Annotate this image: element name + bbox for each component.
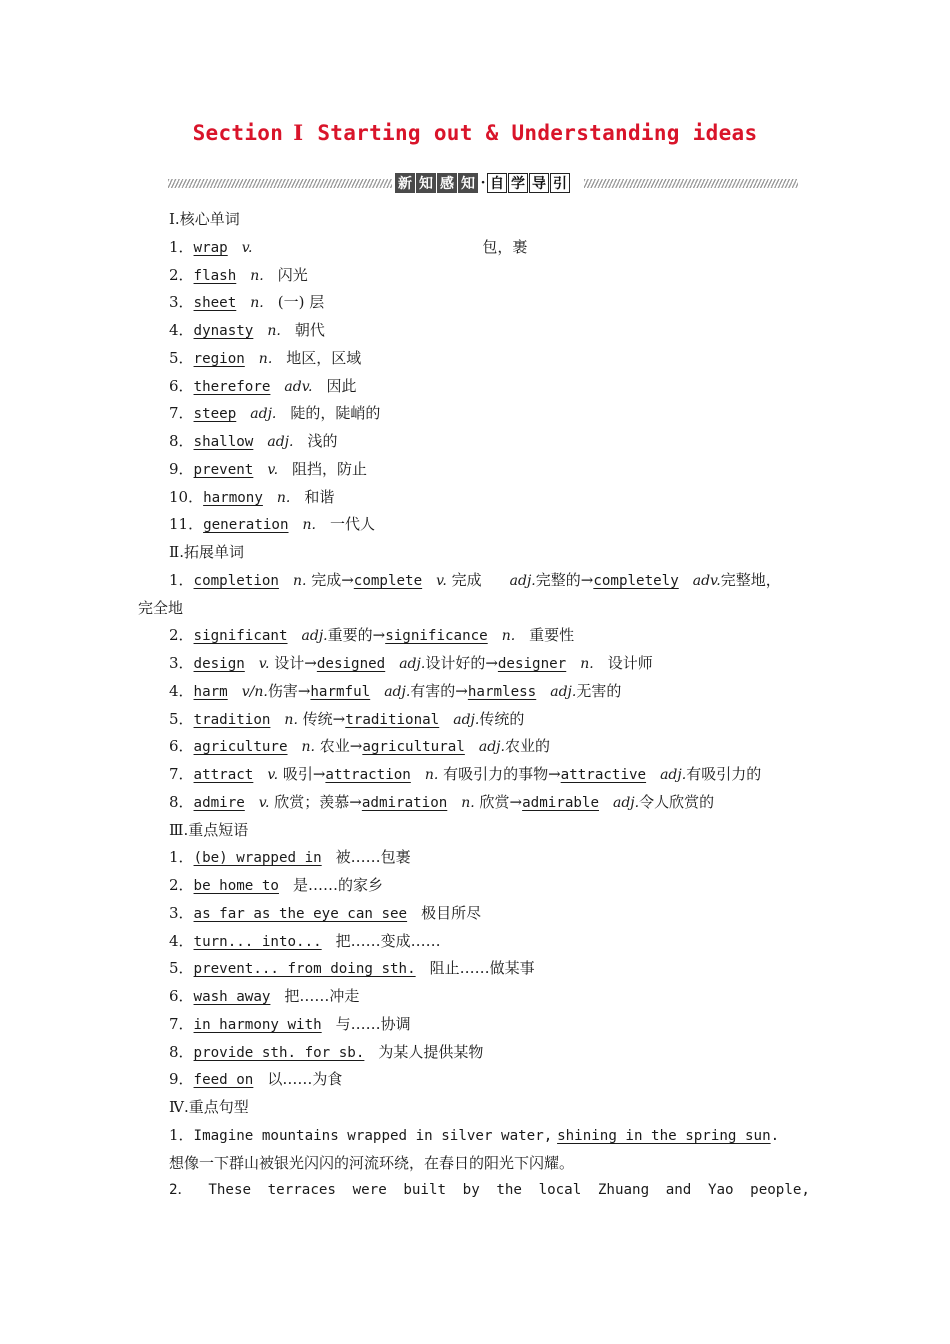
part-of-speech: n. bbox=[267, 323, 281, 339]
part-of-speech: adj. bbox=[267, 434, 294, 450]
phrase-row bbox=[138, 983, 814, 1011]
sentence-word: 2． bbox=[169, 1182, 192, 1199]
meaning: 传统→ bbox=[302, 709, 346, 728]
banner-char: 自 bbox=[487, 173, 507, 193]
meaning: 有吸引力的事物→ bbox=[443, 765, 561, 783]
phrase-row bbox=[138, 955, 814, 983]
core-word-row bbox=[138, 428, 814, 456]
key-phrases-list bbox=[138, 844, 814, 1094]
meaning: 完整的→ bbox=[535, 570, 594, 589]
extended-word-row bbox=[138, 706, 814, 734]
answer-word: agriculture bbox=[193, 739, 288, 756]
meaning: 被……包裹 bbox=[335, 848, 411, 867]
answer-word: significant bbox=[193, 628, 288, 645]
meaning: 和谐 bbox=[304, 487, 335, 506]
part-of-speech: v. bbox=[258, 794, 270, 811]
meaning: 阻挡，防止 bbox=[292, 459, 368, 478]
part-of-speech: n. bbox=[424, 767, 439, 783]
answer-word: harmony bbox=[203, 489, 263, 506]
meaning: 设计→ bbox=[274, 654, 317, 672]
meaning: 令人欣赏的 bbox=[639, 792, 715, 811]
part-of-speech: adv. bbox=[692, 572, 721, 589]
part-of-speech: adj. bbox=[250, 406, 277, 423]
answer-word: harmful bbox=[310, 683, 371, 700]
item-number: 1． bbox=[169, 848, 194, 867]
item-number: 8． bbox=[169, 792, 194, 811]
part-of-speech: n. bbox=[250, 267, 264, 284]
answer-word: admire bbox=[193, 794, 245, 811]
banner-badge bbox=[395, 172, 571, 194]
meaning: 与……协调 bbox=[335, 1014, 411, 1033]
part-of-speech: n. bbox=[302, 517, 316, 534]
part-of-speech: v. bbox=[258, 656, 270, 672]
item-number: 5． bbox=[169, 348, 194, 367]
item-number: 9． bbox=[169, 1070, 194, 1089]
part-of-speech: v. bbox=[241, 239, 253, 256]
meaning: 朝代 bbox=[294, 321, 325, 339]
meaning: 包，裹 bbox=[482, 237, 528, 256]
item-number: 8． bbox=[169, 432, 194, 450]
core-word-row bbox=[138, 511, 814, 539]
answer-word: designer bbox=[497, 656, 567, 672]
meaning: 以……为食 bbox=[267, 1070, 343, 1089]
part-of-speech: adj. bbox=[612, 794, 640, 811]
key-sentence bbox=[138, 1177, 814, 1205]
answer-word: generation bbox=[203, 517, 289, 534]
item-number: 6． bbox=[169, 987, 194, 1005]
meaning: 设计师 bbox=[607, 654, 653, 672]
meaning: 欣赏→ bbox=[479, 792, 523, 811]
core-word-row bbox=[138, 456, 814, 484]
meaning: 重要性 bbox=[529, 626, 575, 645]
section-banner bbox=[168, 172, 798, 194]
meaning: 吸引→ bbox=[282, 765, 326, 783]
banner-hatch-left bbox=[168, 179, 392, 188]
meaning: 极目所尽 bbox=[421, 903, 482, 922]
core-word-row bbox=[138, 400, 814, 428]
answer-word: dynasty bbox=[193, 323, 254, 339]
part-of-speech: n. bbox=[292, 572, 307, 589]
part-of-speech: adj. bbox=[660, 767, 687, 783]
extended-word-row bbox=[138, 678, 814, 706]
meaning: 农业→ bbox=[319, 737, 363, 756]
extended-word-row bbox=[138, 622, 814, 650]
sentence-word: people, bbox=[750, 1182, 810, 1199]
meaning: 设计好的→ bbox=[425, 654, 498, 672]
core-word-row bbox=[138, 234, 814, 262]
part-of-speech: adj. bbox=[384, 683, 411, 700]
meaning: 完整地， bbox=[720, 570, 781, 589]
core-word-row bbox=[138, 317, 814, 345]
answer-word: sheet bbox=[193, 295, 237, 312]
item-number: 1． bbox=[169, 1125, 194, 1144]
key-sentence bbox=[138, 1122, 814, 1150]
answer-word: region bbox=[193, 350, 245, 367]
item-number: 5． bbox=[169, 959, 194, 978]
phrase-row bbox=[138, 1039, 814, 1067]
meaning: 地区，区域 bbox=[286, 348, 362, 367]
item-number: 6． bbox=[169, 376, 194, 395]
core-word-row bbox=[138, 484, 814, 512]
part-of-speech: adj. bbox=[301, 628, 328, 645]
item-number: 10． bbox=[169, 487, 204, 506]
meaning: 完成→ bbox=[311, 570, 354, 589]
sentence-word: local bbox=[538, 1182, 582, 1199]
item-number: 1． bbox=[169, 570, 194, 589]
part-of-speech: adj. bbox=[478, 739, 505, 756]
sentence-word: These bbox=[208, 1182, 252, 1199]
worksheet-body bbox=[138, 206, 814, 1205]
part-of-speech: v/n. bbox=[241, 683, 268, 700]
extended-word-row bbox=[138, 761, 814, 789]
section-heading: Ⅲ.重点短语 bbox=[169, 820, 249, 839]
title-prefix: Section bbox=[192, 121, 284, 145]
sentence-end: . bbox=[770, 1127, 780, 1144]
phrase-row bbox=[138, 928, 814, 956]
part-of-speech: n. bbox=[250, 295, 264, 312]
meaning: 无害的 bbox=[576, 681, 622, 700]
answer-phrase: feed on bbox=[193, 1072, 254, 1089]
banner-char: 引 bbox=[550, 173, 570, 193]
answer-word: wrap bbox=[193, 239, 228, 256]
meaning: (一) 层 bbox=[277, 293, 325, 312]
banner-char: 知 bbox=[416, 173, 436, 193]
sentence-word: and bbox=[665, 1182, 692, 1199]
sentence-word: by bbox=[462, 1182, 480, 1199]
item-number: 6． bbox=[169, 737, 194, 756]
sentence-text: Imagine mountains wrapped in silver water, bbox=[193, 1127, 553, 1144]
core-words-list bbox=[138, 234, 814, 539]
answer-word: shallow bbox=[193, 434, 254, 450]
part-of-speech: adj. bbox=[550, 683, 577, 700]
answer-phrase: be home to bbox=[193, 878, 279, 894]
item-number: 4． bbox=[169, 321, 194, 339]
answer-word: admirable bbox=[522, 794, 599, 811]
part-of-speech: n. bbox=[501, 628, 516, 645]
answer-phrase: prevent... from doing sth. bbox=[193, 961, 416, 978]
core-word-row bbox=[138, 262, 814, 290]
phrase-row bbox=[138, 844, 814, 872]
sentence-word: Zhuang bbox=[597, 1182, 650, 1199]
answer-word: therefore bbox=[193, 378, 271, 395]
section-heading: Ⅰ.核心单词 bbox=[169, 210, 240, 228]
answer-word: flash bbox=[193, 267, 237, 284]
item-number: 11． bbox=[169, 515, 204, 534]
meaning: 有吸引力的 bbox=[686, 765, 762, 783]
item-number: 2． bbox=[169, 626, 194, 645]
answer-phrase: (be) wrapped in bbox=[193, 850, 322, 867]
banner-char: 学 bbox=[508, 173, 528, 193]
item-number: 2． bbox=[169, 876, 194, 894]
sentence-translation: 想像一下群山被银光闪闪的河流环绕，在春日的阳光下闪耀。 bbox=[169, 1153, 575, 1172]
title-roman-numeral: Ⅰ bbox=[293, 120, 304, 145]
sentence-word: the bbox=[496, 1182, 522, 1199]
banner-char: 感 bbox=[437, 173, 457, 193]
section-title bbox=[0, 120, 950, 145]
part-of-speech: adj. bbox=[509, 572, 536, 589]
item-number: 7． bbox=[169, 404, 194, 423]
part-of-speech: adv. bbox=[284, 378, 313, 395]
extended-word-row bbox=[138, 650, 814, 678]
part-of-speech: n. bbox=[461, 794, 475, 811]
meaning: 因此 bbox=[326, 376, 357, 395]
meaning: 阻止……做某事 bbox=[429, 959, 535, 978]
phrase-row bbox=[138, 900, 814, 928]
extended-word-row-continued: 完全地 bbox=[138, 598, 184, 617]
meaning: 把……变成…… bbox=[335, 931, 441, 950]
banner-separator: · bbox=[480, 175, 486, 191]
item-number: 3． bbox=[169, 903, 194, 922]
item-number: 9． bbox=[169, 459, 194, 478]
banner-char: 知 bbox=[458, 173, 478, 193]
answer-word: completion bbox=[193, 572, 279, 589]
meaning: 闪光 bbox=[277, 265, 308, 284]
extended-word-row bbox=[138, 567, 814, 595]
part-of-speech: v. bbox=[267, 461, 279, 478]
banner-char: 导 bbox=[529, 173, 549, 193]
phrase-row bbox=[138, 872, 814, 900]
extended-word-row bbox=[138, 733, 814, 761]
answer-phrase: as far as the eye can see bbox=[193, 905, 408, 922]
part-of-speech: v. bbox=[436, 572, 447, 589]
meaning: 是……的家乡 bbox=[292, 876, 383, 894]
part-of-speech: n. bbox=[276, 489, 291, 506]
answer-word: attractive bbox=[560, 767, 647, 783]
meaning: 为某人提供某物 bbox=[378, 1042, 484, 1061]
answer-word: designed bbox=[316, 656, 386, 672]
meaning: 一代人 bbox=[329, 515, 375, 534]
meaning: 农业的 bbox=[504, 737, 550, 756]
answer-word: complete bbox=[353, 572, 423, 589]
answer-word: steep bbox=[193, 406, 237, 423]
section-heading: Ⅱ.拓展单词 bbox=[169, 543, 244, 561]
answer-phrase: wash away bbox=[193, 989, 271, 1005]
banner-char: 新 bbox=[395, 173, 415, 193]
part-of-speech: adj. bbox=[399, 656, 426, 672]
title-text: Starting out & Understanding ideas bbox=[317, 121, 758, 145]
meaning: 陡的，陡峭的 bbox=[290, 404, 381, 423]
item-number: 3． bbox=[169, 293, 194, 312]
item-number: 4． bbox=[169, 681, 194, 700]
core-word-row bbox=[138, 373, 814, 401]
answer-word: significance bbox=[385, 628, 488, 645]
answer-phrase: provide sth. for sb. bbox=[193, 1044, 365, 1061]
answer-word: harmless bbox=[467, 683, 537, 700]
item-number: 8． bbox=[169, 1042, 194, 1061]
item-number: 2． bbox=[169, 265, 194, 284]
answer-word: prevent bbox=[193, 461, 254, 478]
answer-word: admiration bbox=[361, 794, 448, 811]
answer-word: attract bbox=[193, 767, 254, 783]
item-number: 7． bbox=[169, 1014, 194, 1033]
meaning: 传统的 bbox=[479, 709, 525, 728]
part-of-speech: n. bbox=[258, 350, 273, 367]
meaning: 重要的→ bbox=[327, 626, 386, 645]
sentence-word: Yao bbox=[707, 1182, 734, 1199]
core-word-row bbox=[138, 345, 814, 373]
core-word-row bbox=[138, 289, 814, 317]
answer-word: tradition bbox=[193, 711, 271, 728]
meaning: 欣赏；羡慕→ bbox=[274, 792, 362, 811]
answer-word: harm bbox=[193, 683, 228, 700]
meaning: 浅的 bbox=[307, 432, 338, 450]
part-of-speech: adj. bbox=[453, 711, 480, 728]
answer-word: design bbox=[193, 656, 245, 672]
item-number: 7． bbox=[169, 765, 194, 783]
part-of-speech: n. bbox=[301, 739, 315, 756]
meaning: 把……冲走 bbox=[284, 987, 360, 1005]
item-number: 1． bbox=[169, 237, 194, 256]
sentence-word: built bbox=[403, 1182, 447, 1199]
part-of-speech: v. bbox=[267, 767, 279, 783]
part-of-speech: n. bbox=[284, 711, 298, 728]
part-of-speech: n. bbox=[580, 656, 594, 672]
phrase-row bbox=[138, 1066, 814, 1094]
meaning: 完成 bbox=[451, 570, 482, 589]
meaning: 有害的→ bbox=[410, 681, 468, 700]
phrase-row bbox=[138, 1011, 814, 1039]
answer-word: attraction bbox=[325, 767, 411, 783]
item-number: 5． bbox=[169, 709, 194, 728]
answer-word: completely bbox=[593, 572, 679, 589]
answer-word: traditional bbox=[345, 711, 440, 728]
meaning: 伤害→ bbox=[267, 681, 311, 700]
section-heading: Ⅳ.重点句型 bbox=[169, 1098, 249, 1116]
sentence-word: terraces bbox=[267, 1182, 336, 1199]
extended-word-row bbox=[138, 789, 814, 817]
answer-phrase: turn... into... bbox=[193, 933, 322, 950]
banner-hatch-right bbox=[584, 179, 798, 188]
sentence-word: were bbox=[352, 1182, 387, 1199]
item-number: 3． bbox=[169, 654, 194, 672]
item-number: 4． bbox=[169, 931, 194, 950]
answer-phrase: in harmony with bbox=[193, 1016, 322, 1033]
answer-word: agricultural bbox=[362, 739, 465, 756]
answer-phrase: shining in the spring sun bbox=[557, 1127, 771, 1144]
